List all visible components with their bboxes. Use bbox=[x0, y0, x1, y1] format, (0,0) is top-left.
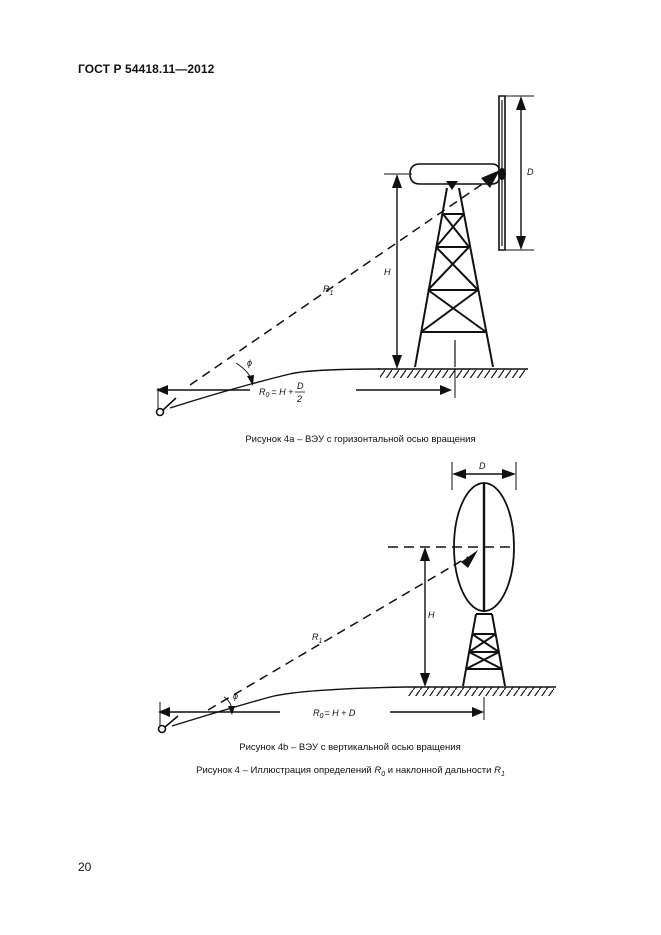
label-h-4b: H bbox=[428, 610, 435, 620]
svg-text:2: 2 bbox=[297, 394, 303, 404]
label-d-4a: D bbox=[527, 167, 534, 177]
terrain-profile-4b bbox=[172, 687, 406, 726]
lattice-tower-4b bbox=[463, 614, 505, 686]
figure-4b-caption: Рисунок 4b – ВЭУ с вертикальной осью вращения bbox=[239, 742, 461, 753]
figure-4-caption: Рисунок 4 – Иллюстрация определений $R_0$ и наклонной дальности $R_1$ bbox=[196, 765, 505, 778]
label-r1-4b: $R_1$ bbox=[312, 632, 323, 645]
page-number: 20 bbox=[78, 860, 92, 874]
label-d-4b: D bbox=[479, 461, 486, 471]
svg-text:D: D bbox=[297, 381, 304, 391]
r0-formula-4b: $R_0= H + D$ bbox=[313, 708, 356, 720]
label-r1-4a: $R_1$ bbox=[323, 284, 334, 297]
figure-4a-caption: Рисунок 4а – ВЭУ с горизонтальной осью вращения bbox=[245, 434, 476, 445]
label-phi-4a: ϕ bbox=[247, 358, 253, 368]
svg-text:R0= H +: $R_0 = H$ + bbox=[259, 387, 294, 399]
ground-4b bbox=[406, 687, 556, 696]
label-phi-4b: ϕ bbox=[233, 691, 239, 701]
label-h-4a: H bbox=[384, 267, 391, 277]
standard-header: ГОСТ Р 54418.11—2012 bbox=[78, 62, 215, 76]
